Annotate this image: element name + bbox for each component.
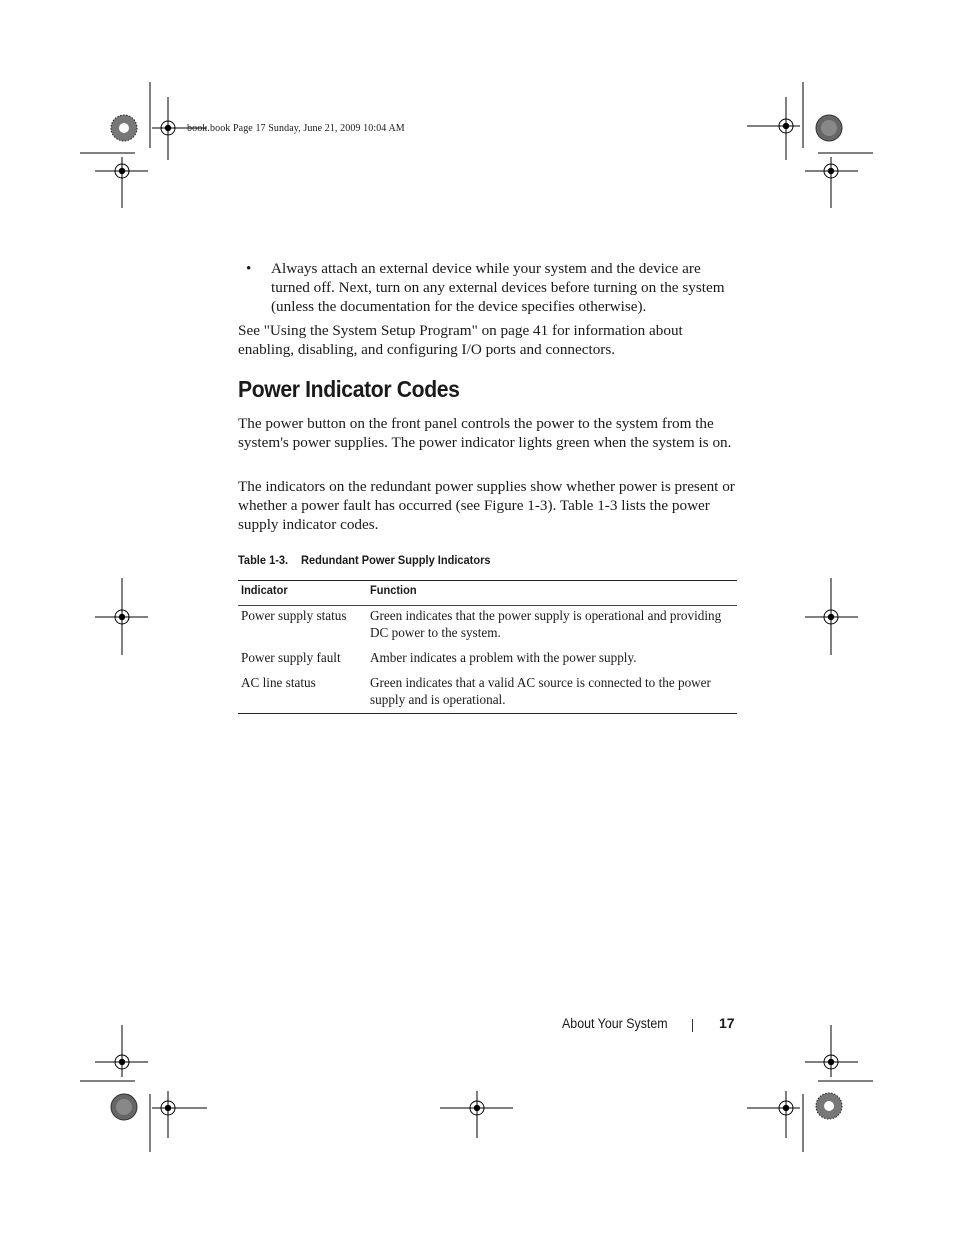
footer-section-title: About Your System bbox=[562, 1016, 668, 1031]
column-header-function: Function bbox=[370, 583, 417, 597]
bullet-symbol: • bbox=[246, 260, 252, 277]
indicator-table bbox=[238, 580, 737, 715]
table-cell-indicator: AC line status bbox=[241, 675, 316, 690]
power-paragraph: The power button on the front panel controls the power to the system from the system's power supplies. The power indicator lights green when the system is on. bbox=[238, 415, 732, 451]
table-caption-number: Table 1-3. bbox=[238, 553, 289, 567]
table-cell-indicator: Power supply fault bbox=[241, 650, 341, 665]
table-cell-function: Green indicates that the power supply is operational and providing DC power to the system. bbox=[370, 608, 722, 640]
table-caption-title: Redundant Power Supply Indicators bbox=[300, 553, 491, 567]
indicators-paragraph: The indicators on the redundant power supplies show whether power is present or whether a power fault has occurred (see Figure 1-3). Table 1-3 lists the power supply indicator codes. bbox=[238, 478, 735, 533]
see-paragraph: See "Using the System Setup Program" on page 41 for information about enabling, disabling, and configuring I/O ports and connectors. bbox=[238, 322, 683, 358]
table-bottom-rule bbox=[238, 713, 737, 714]
column-header-indicator: Indicator bbox=[241, 583, 288, 597]
slug-line: book.book Page 17 Sunday, June 21, 2009 10:04 AM bbox=[187, 123, 405, 134]
table-top-rule bbox=[238, 580, 737, 581]
table-cell-indicator: Power supply status bbox=[241, 608, 347, 623]
table-cell-function: Green indicates that a valid AC source is connected to the power supply and is operational. bbox=[370, 675, 711, 707]
table-caption bbox=[238, 553, 491, 567]
section-heading: Power Indicator Codes bbox=[238, 376, 460, 402]
bullet-text: Always attach an external device while your system and the device are turned off. Next, turn on any external devices before turning on the system (unless the documentation for the device specifies otherwise). bbox=[271, 260, 725, 315]
table-header-rule bbox=[238, 605, 737, 606]
bullet-item bbox=[238, 259, 738, 319]
table-cell-function: Amber indicates a problem with the power supply. bbox=[370, 650, 637, 665]
page-number: 17 bbox=[719, 1015, 735, 1031]
footer-separator bbox=[692, 1019, 693, 1032]
